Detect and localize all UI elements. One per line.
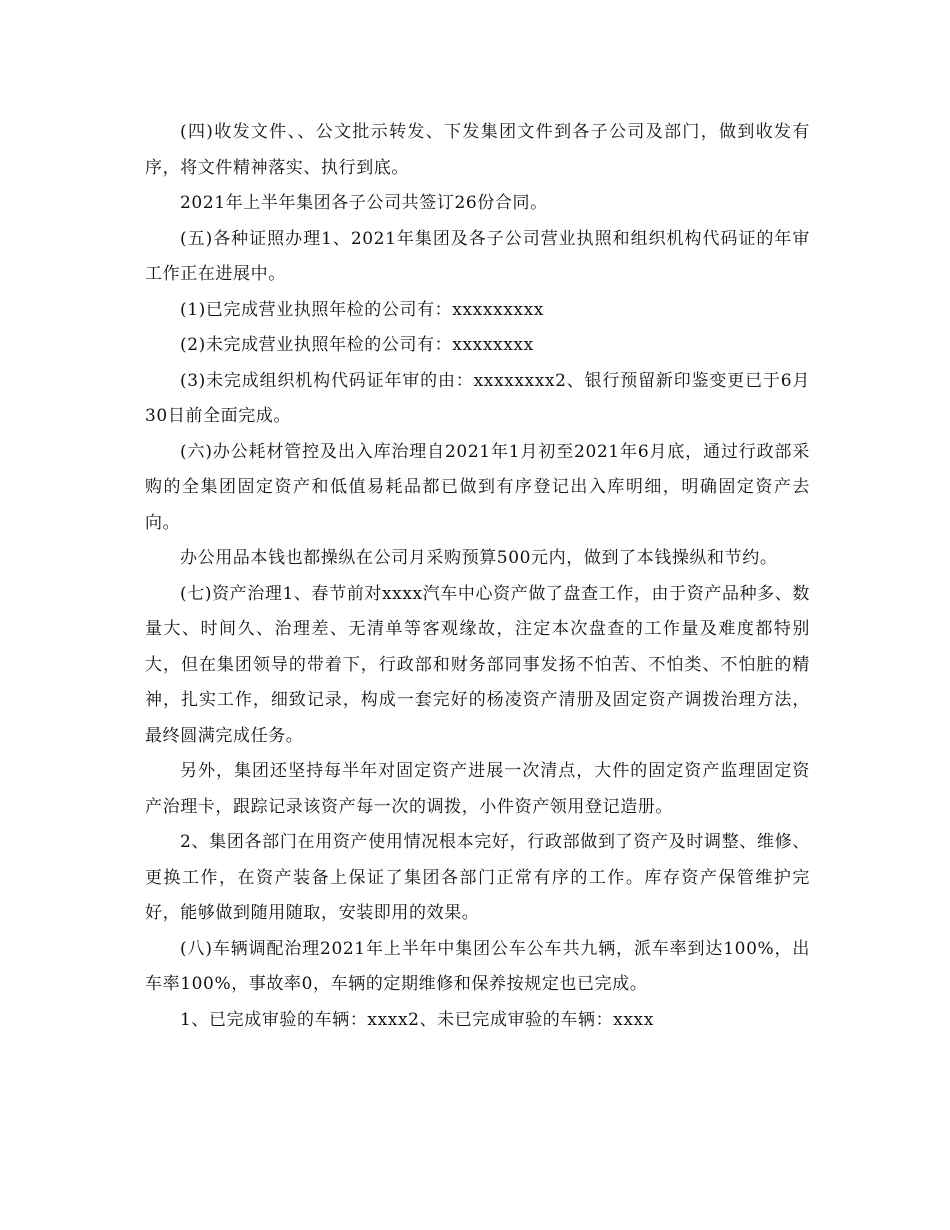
paragraph-office-cost: 办公用品本钱也都操纵在公司月采购预算500元内，做到了本钱操纵和节约。 [180,548,778,568]
paragraph-contracts: 2021年上半年集团各子公司共签订26份合同。 [180,193,548,213]
document-body [145,115,810,1038]
paragraph-asset-management: (七)资产治理1、春节前对xxxx汽车中心资产做了盘查工作，由于资产品种多、数量大、时间久、治理差、无清单等客观缘故，注定本次盘查的工作量及难度都特别大，但在集团领导的带着下，行政部和财务部同事发扬不怕苦、不怕类、不怕脏的精神，扎实工作，细致记录，构成一套完好的杨凌资产清册及固定资产调拨治理方法，最终圆满完成任务。 [145,583,810,746]
paragraph-licenses: (五)各种证照办理1、2021年集团及各子公司营业执照和组织机构代码证的年审工作正在进展中。 [145,228,810,284]
paragraph-asset-inventory: 另外，集团还坚持每半年对固定资产进展一次清点，大件的固定资产监理固定资产治理卡，跟踪记录该资产每一次的调拨，小件资产领用登记造册。 [145,761,810,817]
paragraph-license-completed: (1)已完成营业执照年检的公司有：xxxxxxxxx [180,299,544,320]
paragraph-vehicles: (八)车辆调配治理2021年上半年中集团公车公车共九辆，派车率到达100%，出车率100%，事故率0，车辆的定期维修和保养按规定也已完成。 [145,938,810,994]
paragraph-org-code: (3)未完成组织机构代码证年审的由：xxxxxxxx2、银行预留新印鉴变更已于6月30日前全面完成。 [145,370,810,426]
paragraph-office-supplies: (六)办公耗材管控及出入库治理自2021年1月初至2021年6月底，通过行政部采购的全集团固定资产和低值易耗品都已做到有序登记出入库明细，明确固定资产去向。 [145,441,810,533]
paragraph-vehicle-inspection: 1、已完成审验的车辆：xxxx2、未已完成审验的车辆：xxxx [180,1009,654,1030]
paragraph-asset-usage: 2、集团各部门在用资产使用情况根本完好，行政部做到了资产及时调整、维修、更换工作，在资产装备上保证了集团各部门正常有序的工作。库存资产保管维护完好，能够做到随用随取，安装即用的效果。 [145,832,810,923]
paragraph-license-pending: (2)未完成营业执照年检的公司有：xxxxxxxx [180,335,534,355]
paragraph-receive-documents: (四)收发文件、、公文批示转发、下发集团文件到各子公司及部门，做到收发有序，将文件精神落实、执行到底。 [145,122,810,178]
